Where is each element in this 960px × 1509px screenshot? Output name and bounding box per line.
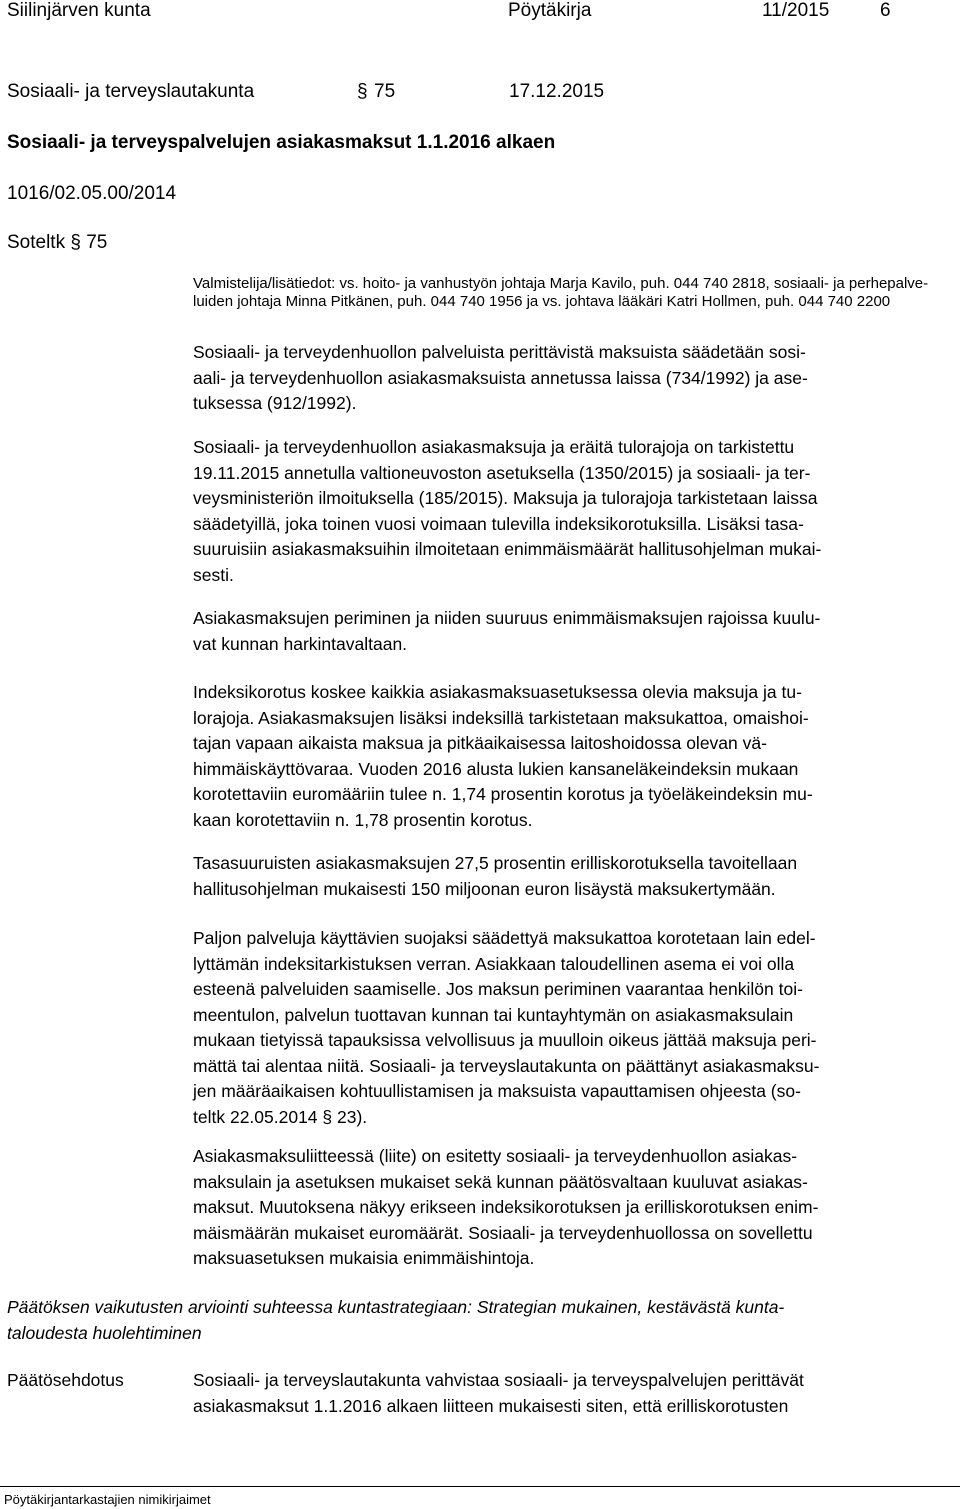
paragraph-line: esteenä palveluiden saamiselle. Jos maksun periminen vaarantaa henkilön toi- (193, 979, 803, 999)
paragraph-line: Indeksikorotus koskee kaikkia asiakasmaksuasetuksessa olevia maksuja ja tu- (193, 682, 802, 702)
paragraph-line: mäismäärän mukaiset euromäärät. Sosiaali- ja terveydenhuollossa on sovellettu (193, 1222, 813, 1243)
section-sign: § (357, 81, 368, 102)
paragraph-line: tuksessa (912/1992). (193, 393, 357, 413)
paragraph (193, 606, 945, 657)
paragraph-line: Tasasuuruisten asiakasmaksujen 27,5 prosentin erilliskorotuksella tavoitellaan (193, 853, 798, 873)
paragraph (193, 1144, 945, 1272)
footer-initials-label: Pöytäkirjantarkastajien nimikirjaimet (4, 1492, 211, 1507)
proposal-label: Päätösehdotus (7, 1370, 124, 1390)
paragraph (193, 340, 945, 417)
paragraph-line: maksulain ja asetuksen mukaiset sekä kunnan päätösvaltaan kuuluvat asiakas- (193, 1171, 808, 1192)
paragraph-line: teltk 22.05.2014 § 23). (193, 1106, 368, 1127)
paragraph-line: Asiakasmaksujen periminen ja niiden suuruus enimmäismaksujen rajoissa kuulu- (193, 608, 821, 628)
previous-reference (7, 232, 107, 254)
proposal-line: asiakasmaksut 1.1.2016 alkaen liitteen mukaisesti siten, että erilliskorotusten (193, 1395, 789, 1416)
paragraph-line: jen määräaikaisen kohtuullistamisen ja maksuista vapauttamisen ohjeesta (so- (193, 1081, 801, 1101)
strategy-assessment (7, 1295, 784, 1346)
paragraph-line: himmäiskäyttövaraa. Vuoden 2016 alusta lukien kansaneläkeindeksin mukaan (193, 758, 799, 779)
paragraph-line: tajan vapaan aikaista maksua ja pitkäaikaisessa laitoshoidossa olevan vä- (193, 733, 767, 753)
paragraph-line: Paljon palveluja käyttävien suojaksi säädettyä maksukattoa korotetaan lain edel- (193, 928, 816, 948)
municipality-name: Siilinjärven kunta (7, 0, 151, 21)
paragraph-line: veysministeriön ilmoituksella (185/2015). Maksuja ja tulorajoja tarkistetaan laissa (193, 488, 818, 508)
previous-reference-section-sign: § (70, 232, 81, 253)
paragraph-line: vat kunnan harkintavaltaan. (193, 633, 408, 654)
strategy-line: Päätöksen vaikutusten arviointi suhteessa kuntastrategiaan: Strategian mukainen, kestävästä kunta- (7, 1297, 785, 1317)
case-number: 1016/02.05.00/2014 (7, 183, 177, 204)
paragraph (193, 435, 945, 588)
footer-divider (0, 1486, 960, 1487)
paragraph-line: mukaan tietyissä tapauksissa velvollisuus ja muulloin oikeus jättää maksuja peri- (193, 1030, 817, 1050)
page-title: Sosiaali- ja terveyspalvelujen asiakasmaksut 1.1.2016 alkaen (7, 132, 556, 153)
page-number: 6 (880, 0, 891, 21)
section-number: 75 (374, 81, 396, 102)
paragraph-line: hallitusohjelman mukaisesti 150 miljoonan euron lisäystä maksukertymään. (193, 878, 776, 899)
paragraph-line: 19.11.2015 annetulla valtioneuvoston asetuksella (1350/2015) ja sosiaali- ja ter- (193, 462, 811, 483)
document-type: Pöytäkirja (508, 0, 592, 21)
paragraph-line: lyttämän indeksitarkistuksen verran. Asiakkaan taloudellinen asema ei voi olla (193, 953, 795, 974)
previous-reference-number: 75 (86, 232, 108, 253)
proposal-line: Sosiaali- ja terveyslautakunta vahvistaa sosiaali- ja terveyspalvelujen perittävät (193, 1370, 804, 1390)
paragraph-line: Sosiaali- ja terveydenhuollon palveluista perittävistä maksuista säädetään sosi- (193, 342, 806, 362)
paragraph (193, 926, 945, 1130)
paragraph-line: Sosiaali- ja terveydenhuollon asiakasmaksuja ja eräitä tulorajoja on tarkistettu (193, 437, 795, 457)
preparer-line: Valmistelija/lisätiedot: vs. hoito- ja vanhustyön johtaja Marja Kavilo, puh. 044 740 2818, sosiaali- ja perhepalve- (193, 275, 929, 292)
strategy-line: taloudesta huolehtiminen (7, 1322, 202, 1343)
paragraph-line: suuruisiin asiakasmaksuihin ilmoitetaan enimmäismäärät hallitusohjelman mukai- (193, 539, 822, 559)
paragraph-line: aali- ja terveydenhuollon asiakasmaksuista annetussa laissa (734/1992) ja ase- (193, 367, 808, 388)
meeting-date: 17.12.2015 (509, 81, 605, 102)
paragraph (193, 680, 945, 833)
paragraph-line: mättä tai alentaa niitä. Sosiaali- ja terveyslautakunta on päättänyt asiakasmaksu- (193, 1055, 820, 1076)
paragraph-line: lorajoja. Asiakasmaksujen lisäksi indeksillä tarkistetaan maksukattoa, omaishoi- (193, 707, 809, 728)
previous-reference-label: Soteltk (7, 232, 66, 253)
paragraph (193, 851, 945, 902)
paragraph-line: Asiakasmaksuliitteessä (liite) on esitetty sosiaali- ja terveydenhuollon asiakas- (193, 1146, 798, 1166)
paragraph-line: maksuasetuksen mukaisia enimmäishintoja. (193, 1248, 535, 1268)
paragraph-line: sesti. (193, 564, 234, 585)
paragraph-line: kaan korotettaviin n. 1,78 prosentin korotus. (193, 809, 533, 830)
paragraph-line: maksut. Muutoksena näkyy erikseen indeksikorotuksen ja erilliskorotuksen enim- (193, 1197, 819, 1217)
board-name: Sosiaali- ja terveyslautakunta (7, 81, 255, 102)
proposal-text (193, 1368, 945, 1419)
document-number: 11/2015 (762, 0, 830, 21)
paragraph-line: korotettaviin euromääriin tulee n. 1,74 prosentin korotus ja työeläkeindeksin mu- (193, 784, 813, 804)
paragraph-line: säädetyillä, joka toinen vuosi voimaan tulevilla indeksikorotuksilla. Lisäksi tasa- (193, 513, 804, 534)
paragraph-line: meentulon, palvelun tuottavan kunnan tai kuntayhtymän on asiakasmaksulain (193, 1004, 794, 1025)
preparer-line: luiden johtaja Minna Pitkänen, puh. 044 740 1956 ja vs. johtava lääkäri Katri Hollmen, puh. 044 740 2200 (193, 293, 891, 310)
